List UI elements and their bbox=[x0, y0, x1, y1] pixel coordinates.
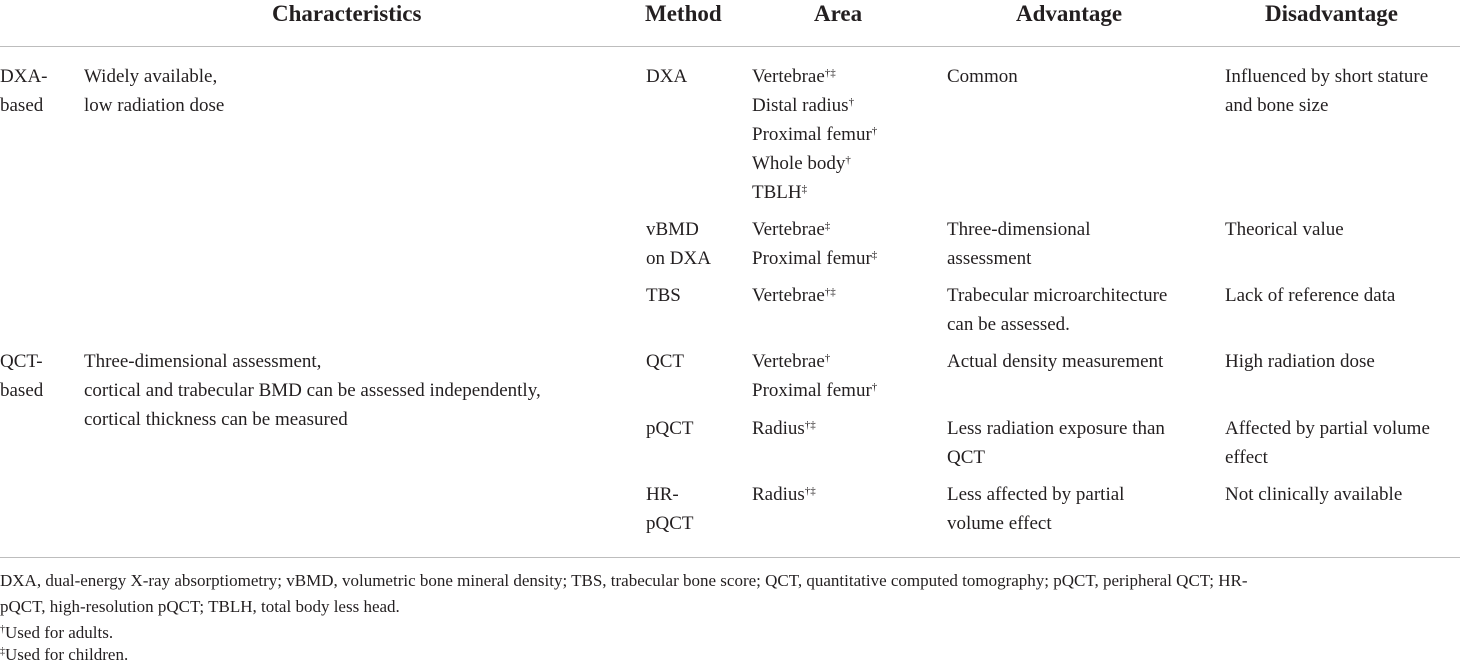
row-pqct-advantage: Less radiation exposure than QCT bbox=[947, 418, 1165, 468]
group-characteristics-dxa: Widely available, low radiation dose bbox=[84, 66, 225, 116]
row-tbs-area: Vertebrae†‡ bbox=[752, 285, 836, 306]
row-dxa-disadvantage: Influenced by short stature and bone size bbox=[1225, 66, 1429, 116]
group-label-qct: QCT- based bbox=[0, 351, 44, 401]
row-dxa-area: Vertebrae†‡ Distal radius† Proximal femur† Whole body† TBLH‡ bbox=[752, 66, 878, 203]
footnote-double-dagger: ‡Used for children. bbox=[0, 645, 129, 664]
row-tbs-method: TBS bbox=[646, 285, 681, 306]
row-hrpqct-advantage: Less affected by partial volume effect bbox=[947, 484, 1125, 534]
row-vbmd-method: vBMD on DXA bbox=[646, 219, 711, 269]
row-qct-advantage: Actual density measurement bbox=[947, 351, 1164, 372]
row-dxa-method: DXA bbox=[646, 66, 688, 87]
header-method: Method bbox=[645, 1, 722, 26]
row-tbs-advantage: Trabecular microarchitecture can be assessed. bbox=[947, 285, 1168, 335]
row-tbs-disadvantage: Lack of reference data bbox=[1225, 285, 1396, 306]
footnote-abbreviations-line2: pQCT, high-resolution pQCT; TBLH, total body less head. bbox=[0, 597, 400, 616]
footnote-abbreviations-line1: DXA, dual-energy X-ray absorptiometry; vBMD, volumetric bone mineral density; TBS, trabecular bone score; QCT, quantitative computed tomography; pQCT, peripheral QCT; HR- bbox=[0, 571, 1248, 590]
row-hrpqct-method: HR- pQCT bbox=[646, 484, 694, 534]
footnote-dagger: †Used for adults. bbox=[0, 623, 114, 642]
row-vbmd-advantage: Three-dimensional assessment bbox=[947, 219, 1091, 269]
header-characteristics: Characteristics bbox=[272, 1, 422, 26]
table-bottom-rule bbox=[0, 557, 1460, 558]
header-advantage: Advantage bbox=[1016, 1, 1123, 26]
row-pqct-method: pQCT bbox=[646, 418, 694, 439]
header-area: Area bbox=[814, 1, 863, 26]
row-dxa-advantage: Common bbox=[947, 66, 1018, 87]
header-rule bbox=[0, 46, 1460, 47]
row-qct-disadvantage: High radiation dose bbox=[1225, 351, 1375, 372]
header-disadvantage: Disadvantage bbox=[1265, 1, 1398, 26]
row-pqct-area: Radius†‡ bbox=[752, 418, 816, 439]
row-hrpqct-area: Radius†‡ bbox=[752, 484, 816, 505]
row-pqct-disadvantage: Affected by partial volume effect bbox=[1225, 418, 1430, 468]
row-hrpqct-disadvantage: Not clinically available bbox=[1225, 484, 1403, 505]
row-qct-area: Vertebrae† Proximal femur† bbox=[752, 351, 878, 401]
group-label-dxa: DXA- based bbox=[0, 66, 48, 116]
row-vbmd-disadvantage: Theorical value bbox=[1225, 219, 1344, 240]
row-qct-method: QCT bbox=[646, 351, 684, 372]
row-vbmd-area: Vertebrae‡ Proximal femur‡ bbox=[752, 219, 878, 269]
group-characteristics-qct: Three-dimensional assessment, cortical and trabecular BMD can be assessed independently, cortical thickness can be measured bbox=[84, 351, 541, 430]
